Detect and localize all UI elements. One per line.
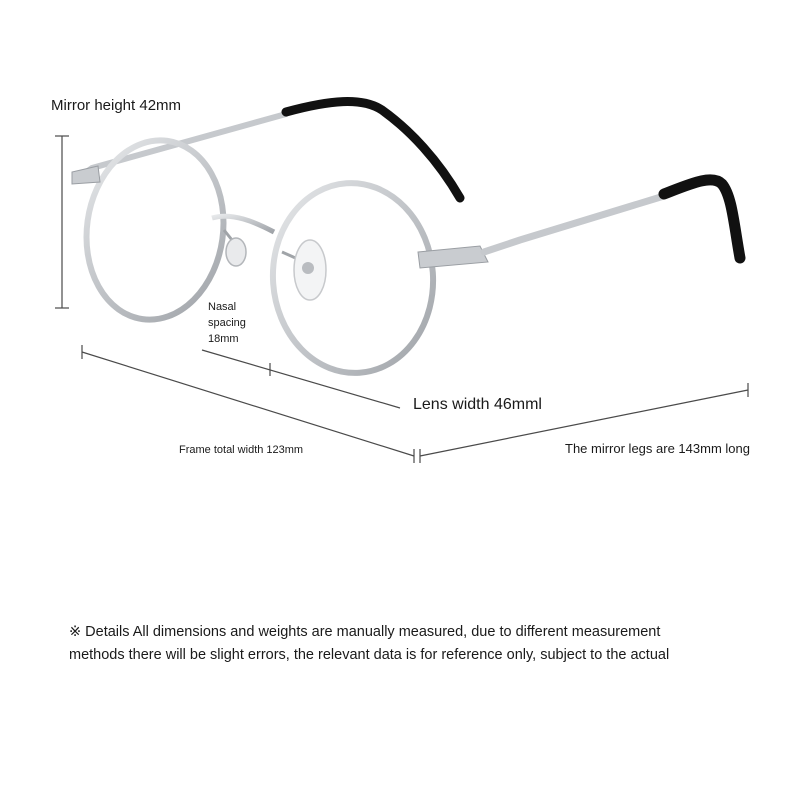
nose-pad-right <box>282 240 326 300</box>
nasal-spacing-line-2: spacing <box>208 317 246 329</box>
nasal-spacing-line-1: Nasal <box>208 301 237 313</box>
frame-width-dimension-line <box>82 352 414 456</box>
right-lens-rim <box>267 178 440 379</box>
nasal-spacing-label <box>203 297 268 349</box>
disclaimer-line-1: ※ Details All dimensions and weights are manually measured, due to different measurement <box>69 624 661 640</box>
nose-pad-left <box>224 230 246 266</box>
leg-length-label: The mirror legs are 143mm long <box>565 441 750 456</box>
front-temple-arm <box>484 196 664 252</box>
frame-total-width-label: Frame total width 123mm <box>179 444 304 456</box>
dimension-lines <box>55 136 748 463</box>
mirror-height-label: Mirror height 42mm <box>51 97 182 114</box>
left-hinge <box>72 166 100 184</box>
nasal-spacing-line-3: 18mm <box>208 333 239 345</box>
lens-width-label: Lens width 46mml <box>413 396 542 413</box>
measurement-disclaimer <box>69 621 749 667</box>
front-temple-tip <box>664 180 740 258</box>
disclaimer-line-2: methods there will be slight errors, the relevant data is for reference only, subject to the actual <box>69 647 670 663</box>
